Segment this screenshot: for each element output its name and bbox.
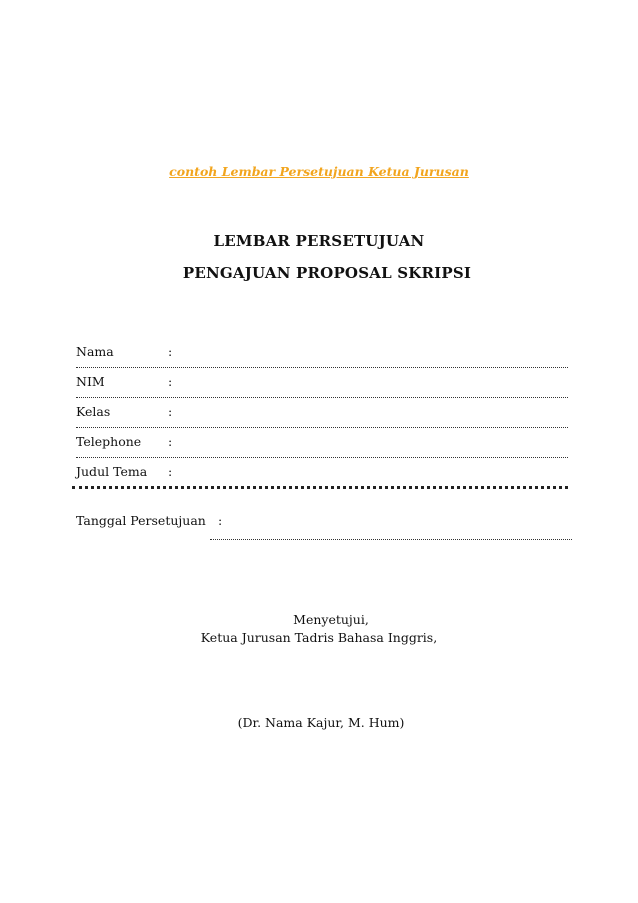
field-label: Telephone: [76, 434, 142, 449]
fill-line-nim[interactable]: [76, 397, 568, 398]
fill-line-tanggal[interactable]: [210, 539, 572, 540]
field-colon: :: [168, 434, 173, 449]
fill-line-judul-tema[interactable]: [72, 486, 568, 489]
field-judul-tema: [76, 463, 568, 493]
field-nim: [76, 373, 568, 403]
fill-line-kelas[interactable]: [76, 427, 568, 428]
field-nama: [76, 343, 568, 373]
field-kelas: [76, 403, 568, 433]
fill-line-telephone[interactable]: [76, 457, 568, 458]
approval-form: [76, 343, 568, 493]
field-label: Nama: [76, 344, 114, 359]
field-label: Judul Tema: [76, 464, 148, 479]
document-subtitle: PENGAJUAN PROPOSAL SKRIPSI: [182, 264, 472, 282]
document-title: LEMBAR PERSETUJUAN: [213, 232, 425, 250]
approver-position: Ketua Jurusan Tadris Bahasa Inggris,: [200, 630, 438, 645]
subtitle-link[interactable]: contoh Lembar Persetujuan Ketua Jurusan: [169, 164, 469, 179]
field-colon: :: [168, 404, 173, 419]
fill-line-nama[interactable]: [76, 367, 568, 368]
approver-name: (Dr. Nama Kajur, M. Hum): [237, 715, 405, 730]
field-colon: :: [168, 374, 173, 389]
field-label: NIM: [76, 374, 105, 389]
field-label: Kelas: [76, 404, 111, 419]
field-colon: :: [218, 513, 223, 528]
approval-text: Menyetujui,: [293, 612, 369, 627]
field-colon: :: [168, 464, 173, 479]
field-label: Tanggal Persetujuan: [76, 513, 206, 528]
field-telephone: [76, 433, 568, 463]
field-tanggal-persetujuan: [76, 512, 568, 542]
field-colon: :: [168, 344, 173, 359]
